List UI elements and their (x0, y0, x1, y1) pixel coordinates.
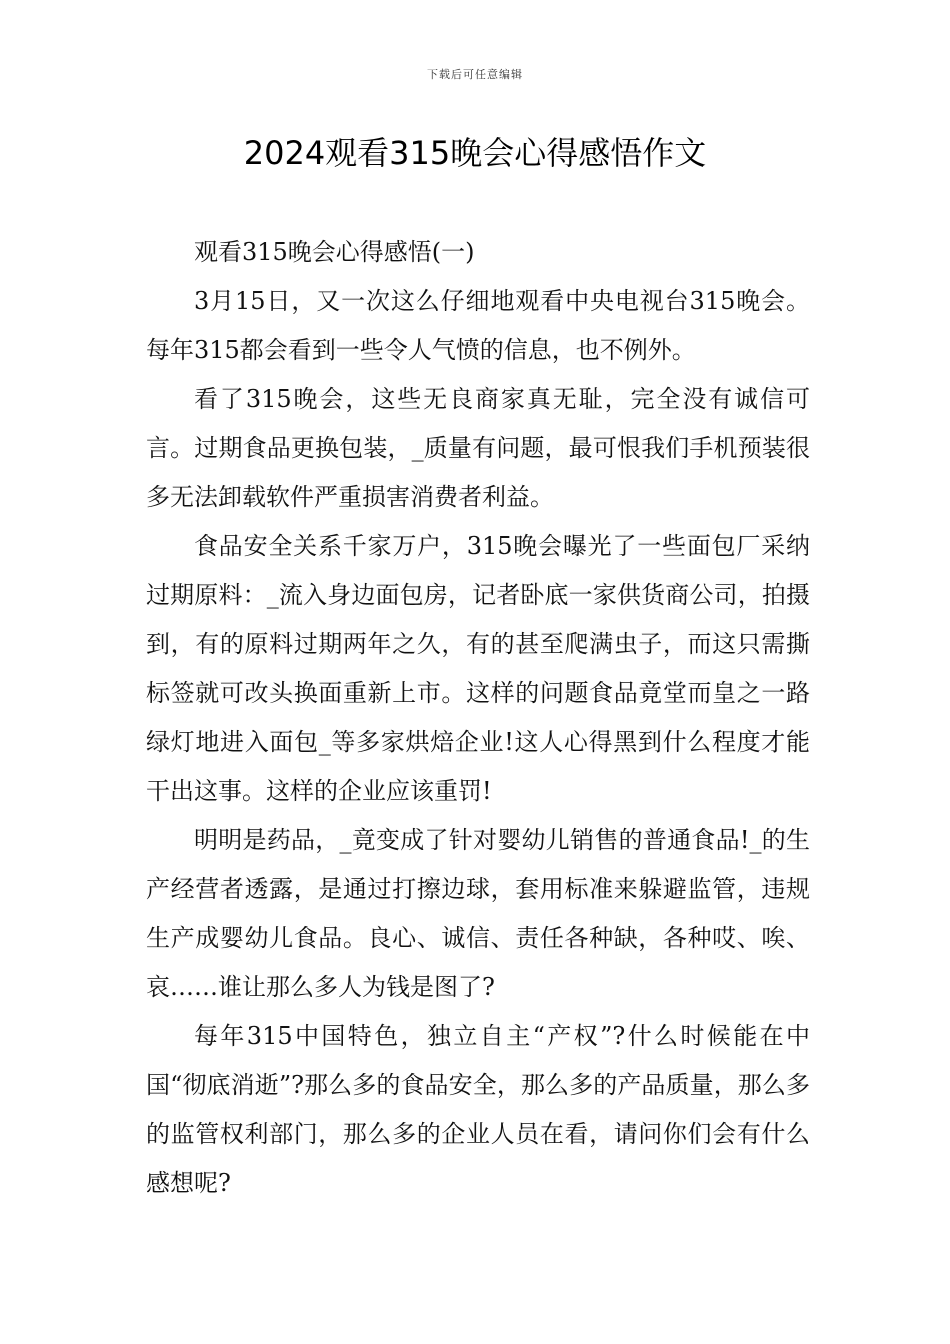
paragraph-3: 食品安全关系千家万户，315晚会曝光了一些面包厂采纳过期原料：_流入身边面包房，记者卧底一家供货商公司，拍摄到，有的原料过期两年之久，有的甚至爬满虫子，而这只需撕标签就可改头换面重新上市。这样的问题食品竟堂而皇之一路绿灯地进入面包_等多家烘焙企业!这人心得黑到什么程度才能干出这事。这样的企业应该重罚! (146, 532, 810, 805)
paragraph-2: 看了315晚会，这些无良商家真无耻，完全没有诚信可言。过期食品更换包装，_质量有问题，最可恨我们手机预装很多无法卸载软件严重损害消费者利益。 (146, 385, 810, 511)
subtitle-paragraph: 观看315晚会心得感悟(一) (194, 238, 475, 266)
document-title: 2024观看315晚会心得感悟作文 (243, 134, 707, 172)
header-note: 下载后可任意编辑 (427, 68, 523, 81)
paragraph-4: 明明是药品，_竟变成了针对婴幼儿销售的普通食品!_的生产经营者透露，是通过打擦边球，套用标准来躲避监管，违规生产成婴幼儿食品。良心、诚信、责任各种缺，各种哎、唉、哀……谁让那么多人为钱是图了? (146, 826, 810, 1001)
paragraph-5: 每年315中国特色，独立自主“产权”?什么时候能在中国“彻底消逝”?那么多的食品安全，那么多的产品质量，那么多的监管权利部门，那么多的企业人员在看，请问你们会有什么感想呢? (146, 1022, 810, 1197)
paragraph-1: 3月15日，又一次这么仔细地观看中央电视台315晚会。每年315都会看到一些令人气愤的信息，也不例外。 (146, 287, 810, 364)
document-body (146, 228, 810, 1208)
